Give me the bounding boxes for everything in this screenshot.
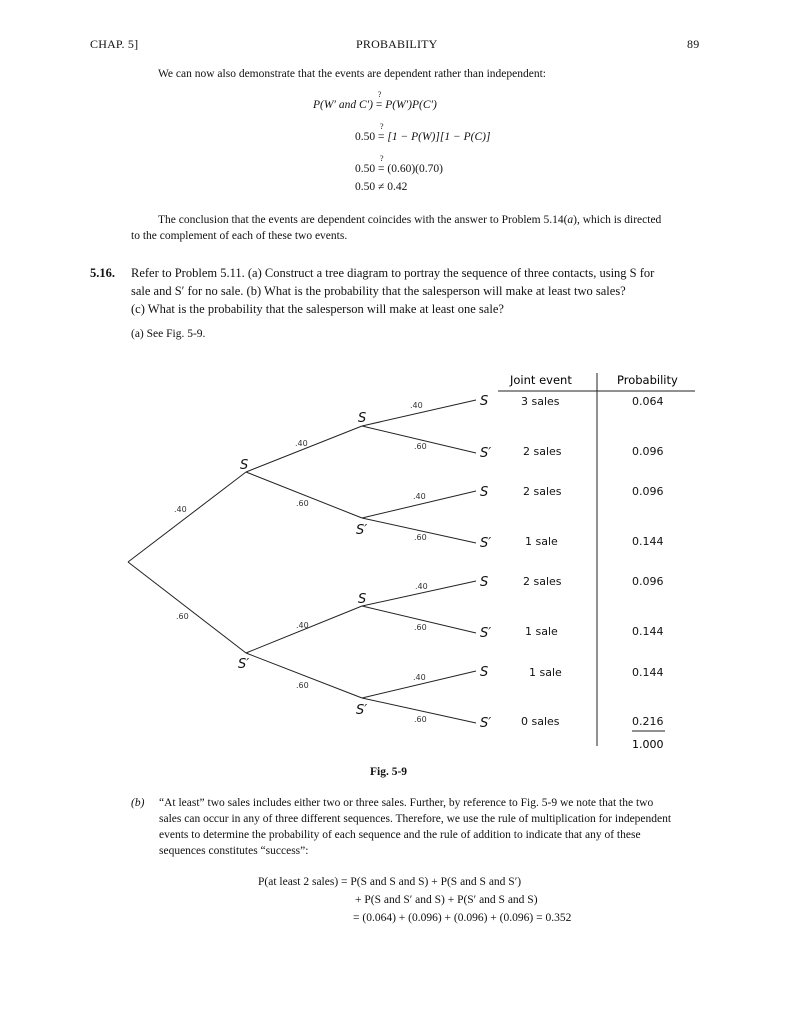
- part-b-line-4: sequences constitutes “success”:: [159, 845, 309, 857]
- node-sp-level2a: S′: [356, 523, 368, 538]
- problem-number: 5.16.: [90, 266, 115, 280]
- part-b-line-1: “At least” two sales includes either two or three sales. Further, by reference to Fig. 5-9 we note that the two: [159, 797, 654, 809]
- part-b-equation-2: + P(S and S′ and S) + P(S′ and S and S): [355, 894, 538, 906]
- leaf-8: S′: [480, 716, 492, 731]
- leaf-4: S′: [480, 536, 492, 551]
- label-sp-s: .40: [296, 621, 309, 630]
- prob-2: 0.096: [632, 445, 664, 458]
- event-5: 2 sales: [523, 575, 562, 588]
- intro-text: We can now also demonstrate that the events are dependent rather than independent:: [158, 68, 547, 80]
- running-head-title: PROBABILITY: [356, 37, 438, 51]
- col-header-probability: Probability: [617, 373, 678, 387]
- node-s-level1: S: [240, 458, 249, 473]
- part-a-text: (a) See Fig. 5-9.: [131, 328, 206, 340]
- event-1: 3 sales: [521, 395, 560, 408]
- leaf-3: S: [480, 485, 489, 500]
- label-ssp-s: .40: [413, 492, 426, 501]
- prob-8: 0.216: [632, 715, 664, 728]
- event-8: 0 sales: [521, 715, 560, 728]
- leaf-7: S: [480, 665, 489, 680]
- conclusion-line-1: The conclusion that the events are dependent coincides with the answer to Problem 5.14(a), which is directed: [158, 214, 662, 226]
- part-b-equation-3: = (0.064) + (0.096) + (0.096) + (0.096) = 0.352: [353, 912, 572, 924]
- event-7: 1 sale: [529, 666, 562, 679]
- problem-line-3: (c) What is the probability that the salesperson will make at least one sale?: [131, 302, 504, 316]
- leaf-5: S: [480, 575, 489, 590]
- part-b-line-2: sales can occur in any of three different sequences. Therefore, we use the rule of multiplication for independent: [159, 813, 672, 825]
- conclusion-line-2: to the complement of each of these two events.: [131, 230, 348, 242]
- label-s-sp: .60: [296, 499, 309, 508]
- leaf-6: S′: [480, 626, 492, 641]
- branch-sp-sp: [246, 653, 362, 698]
- running-head-chapter: CHAP. 5]: [90, 37, 139, 51]
- label-ssp-sp: .60: [414, 533, 427, 542]
- prob-4: 0.144: [632, 535, 664, 548]
- node-s-level2b: S: [358, 592, 367, 607]
- event-6: 1 sale: [525, 625, 558, 638]
- tree-diagram: [0, 360, 791, 760]
- label-ss-s: .40: [410, 401, 423, 410]
- label-sps-sp: .60: [414, 623, 427, 632]
- part-b-equation-1: P(at least 2 sales) = P(S and S and S) + P(S and S and S′): [258, 876, 522, 888]
- label-spsp-s: .40: [413, 673, 426, 682]
- label-sp-sp: .60: [296, 681, 309, 690]
- leaf-2: S′: [480, 446, 492, 461]
- col-header-joint-event: Joint event: [510, 373, 572, 387]
- prob-3: 0.096: [632, 485, 664, 498]
- branch-s-s: [246, 426, 362, 472]
- equation-4: 0.50 ≠ 0.42: [355, 181, 408, 193]
- part-b-line-3: events to determine the probability of each sequence and the rule of addition to indicate that any of these: [159, 829, 641, 841]
- label-sps-s: .40: [415, 582, 428, 591]
- label-root-sp: .60: [176, 612, 189, 621]
- prob-6: 0.144: [632, 625, 664, 638]
- event-4: 1 sale: [525, 535, 558, 548]
- label-s-s: .40: [295, 439, 308, 448]
- prob-7: 0.144: [632, 666, 664, 679]
- equation-1: P(W′ and C′) = ? P(W′)P(C′): [313, 90, 437, 111]
- figure-caption: Fig. 5-9: [370, 766, 408, 778]
- equation-3: 0.50 = ? (0.60)(0.70): [355, 154, 443, 175]
- label-root-s: .40: [174, 505, 187, 514]
- page-number: 89: [687, 37, 700, 51]
- branch-root-s: [128, 472, 246, 562]
- node-sp-level1: S′: [238, 657, 250, 672]
- branch-root-sp: [128, 562, 246, 653]
- event-3: 2 sales: [523, 485, 562, 498]
- problem-line-1: Refer to Problem 5.11. (a) Construct a tree diagram to portray the sequence of three contacts, using S for: [131, 266, 655, 280]
- branch-s-sp: [246, 472, 362, 518]
- prob-1: 0.064: [632, 395, 664, 408]
- label-spsp-sp: .60: [414, 715, 427, 724]
- node-s-level2a: S: [358, 411, 367, 426]
- part-b-label: (b): [131, 797, 145, 809]
- prob-total: 1.000: [632, 738, 664, 751]
- problem-line-2: sale and S′ for no sale. (b) What is the probability that the salesperson will make at least two sales?: [131, 284, 626, 298]
- equation-2: 0.50 = ? [1 − P(W)][1 − P(C)]: [355, 122, 491, 143]
- node-sp-level2b: S′: [356, 703, 368, 718]
- prob-5: 0.096: [632, 575, 664, 588]
- leaf-1: S: [480, 394, 489, 409]
- event-2: 2 sales: [523, 445, 562, 458]
- label-ss-sp: .60: [414, 442, 427, 451]
